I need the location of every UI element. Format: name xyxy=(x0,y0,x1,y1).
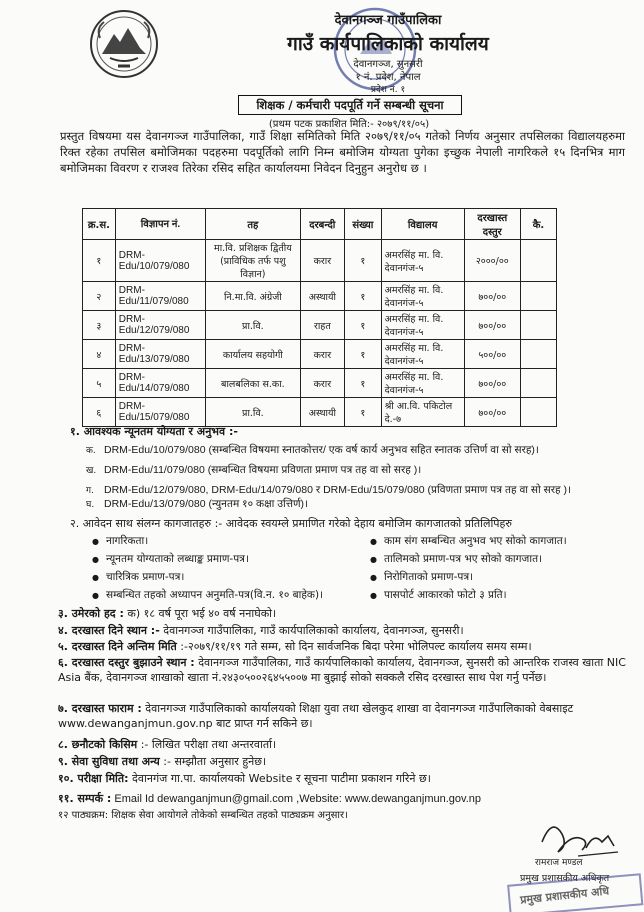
signatory-title: प्रमुख प्रशासकीय अधिकृत xyxy=(520,873,610,884)
document-item: ● चारित्रिक प्रमाण-पत्र। xyxy=(92,570,184,584)
cell-ad-no: DRM-Edu/11/079/080 xyxy=(115,282,205,311)
document-item: ● सम्बन्धित तहको अध्यापन अनुमति-पत्र(वि.न. १० बाहेक)। xyxy=(92,588,323,602)
cell-sn: २ xyxy=(83,282,116,311)
col-header-ad-no: विज्ञापन नं. xyxy=(115,209,205,240)
table-row xyxy=(83,282,557,311)
item-marker: घ. xyxy=(86,500,95,510)
document-item: ● निरोगिताको प्रमाण-पत्र। xyxy=(370,570,473,584)
vacancy-table xyxy=(82,208,557,427)
table-row xyxy=(83,398,557,427)
cell-level: करार xyxy=(300,369,344,398)
application-form-line xyxy=(58,701,628,731)
cell-ad-no: DRM-Edu/10/079/080 xyxy=(115,240,205,282)
line-label: ५. दरखास्त दिने अन्तिम मिति xyxy=(58,640,177,653)
line-text: :- लिखित परीक्षा तथा अन्तरवार्ता। xyxy=(137,738,277,751)
cell-sn: १ xyxy=(83,240,116,282)
application-place-line xyxy=(58,623,628,638)
section2-title: २. आवेदन साथ संलग्न कागजातहरु :- आवेदक स्वयम्ले प्रमाणित गरेको देहाय बमोजिम कागजातको प्रतिलिपिहरु xyxy=(70,517,512,530)
nepal-emblem-icon xyxy=(88,8,160,80)
item-text: DRM-Edu/10/079/080 (सम्बन्धित विषयमा स्नातकोत्तर/ एक वर्ष कार्य अनुभव सहित स्नातक उत्तिर्ण वा सो सरह)। xyxy=(104,444,539,456)
qualification-item xyxy=(86,463,421,477)
cell-count: १ xyxy=(345,398,382,427)
deadline-line xyxy=(58,639,628,654)
cell-sn: ५ xyxy=(83,369,116,398)
document-item: ● काम संग सम्बन्धित अनुभव भए सोको कागजात। xyxy=(370,534,567,548)
item-marker: ग. xyxy=(86,486,94,496)
cell-level: करार xyxy=(300,240,344,282)
cell-school: श्री आ.वि. पकिटोल दे.-७ xyxy=(381,398,464,427)
line-label: ७. दरखास्त फाराम : xyxy=(58,702,142,715)
cell-post: मा.वि. प्रशिक्षक द्वितीय (प्राविधिक तर्फ पशु विज्ञान) xyxy=(206,240,300,282)
syllabus-line: १२ पाठ्यक्रम: शिक्षक सेवा आयोगले तोकेको सम्बन्धित तहको पाठ्यक्रम अनुसार। xyxy=(58,810,348,821)
line-text: क) १८ वर्ष पूरा भई ४० वर्ष ननाघेको। xyxy=(123,607,277,620)
cell-post: कार्यालय सहयोगी xyxy=(206,340,300,369)
cell-count: १ xyxy=(345,282,382,311)
exam-date-line xyxy=(58,771,628,786)
cell-sn: ३ xyxy=(83,311,116,340)
line-label: ११. सम्पर्क : xyxy=(58,792,112,805)
org-province-line: १ नं. प्रदेश, नेपाल xyxy=(355,72,421,83)
qualification-item xyxy=(86,483,571,497)
col-header-count: संख्या xyxy=(345,209,382,240)
document-item: ● न्यूनतम योग्यताको लब्धाङ्क प्रमाण-पत्र। xyxy=(92,552,249,566)
qualification-item xyxy=(86,497,308,511)
cell-note xyxy=(520,398,556,427)
table-row xyxy=(83,369,557,398)
item-marker: ख. xyxy=(86,466,97,476)
line-label: ३. उमेरको हद : xyxy=(58,607,124,620)
cell-count: १ xyxy=(345,311,382,340)
org-name-line2: गाउँ कार्यपालिकाको कार्यालय xyxy=(287,33,489,55)
item-text: DRM-Edu/13/079/080 (न्युनतम १० कक्षा उत्तिर्ण)। xyxy=(104,498,309,510)
cell-fee: ५००/०० xyxy=(464,340,520,369)
contact-line xyxy=(58,791,628,807)
item-text: DRM-Edu/12/079/080, DRM-Edu/14/079/080 र DRM-Edu/15/079/080 (प्रविणता प्रमाण पत्र तह वा सो सरह )। xyxy=(104,484,572,496)
cell-count: १ xyxy=(345,369,382,398)
col-header-note: कै. xyxy=(520,209,556,240)
col-header-sn: क्र.स. xyxy=(83,209,116,240)
cell-fee: ७००/०० xyxy=(464,311,520,340)
cell-note xyxy=(520,311,556,340)
notice-subtitle: (प्रथम पटक प्रकाशित मिति:- २०७९/११/०५) xyxy=(268,119,430,130)
cell-school: अमरसिंह मा. वि. देवानगंज-५ xyxy=(381,311,464,340)
cell-school: अमरसिंह मा. वि. देवानगंज-५ xyxy=(381,282,464,311)
org-address-line: देवानगञ्ज, सुनसरी xyxy=(353,59,423,70)
cell-post: प्रा.वि. xyxy=(206,398,300,427)
cell-fee: ७००/०० xyxy=(464,398,520,427)
signatory-name: रामराज मण्डल xyxy=(535,858,583,868)
fee-payment-line xyxy=(58,655,628,685)
item-marker: क. xyxy=(86,446,96,456)
table-row xyxy=(83,340,557,369)
cell-level: राहत xyxy=(300,311,344,340)
cell-school: अमरसिंह मा. वि. देवानगंज-५ xyxy=(381,240,464,282)
cell-sn: ६ xyxy=(83,398,116,427)
table-row xyxy=(83,240,557,282)
col-header-post: तह xyxy=(206,209,300,240)
line-label: ४. दरखास्त दिने स्थान :- xyxy=(58,624,160,637)
cell-level: अस्थायी xyxy=(300,398,344,427)
line-label: ८. छनौटको किसिम xyxy=(58,738,138,751)
col-header-fee: दरखास्त दस्तुर xyxy=(464,209,520,240)
cell-post: नि.मा.वि. अंग्रेजी xyxy=(206,282,300,311)
org-province-number: प्रदेश नं. १ xyxy=(370,85,406,95)
notice-title: शिक्षक / कर्मचारी पदपूर्ति गर्ने सम्बन्धी सूचना xyxy=(238,95,462,115)
cell-fee: ७००/०० xyxy=(464,369,520,398)
cell-school: अमरसिंह मा. वि. देवानगंज-५ xyxy=(381,369,464,398)
col-header-level: दरबन्दी xyxy=(300,209,344,240)
cell-level: करार xyxy=(300,340,344,369)
col-header-school: विद्यालय xyxy=(381,209,464,240)
document-item: ● नागरिकता। xyxy=(92,534,148,548)
cell-count: १ xyxy=(345,240,382,282)
cell-ad-no: DRM-Edu/15/079/080 xyxy=(115,398,205,427)
table-row xyxy=(83,311,557,340)
line-text: देवानगञ्ज गाउँपालिका, गाउँ कार्यपालिकाको कार्यालय, देवानगञ्ज, सुनसरी। xyxy=(159,624,464,637)
cell-note xyxy=(520,369,556,398)
cell-count: १ xyxy=(345,340,382,369)
facilities-line xyxy=(58,754,628,769)
cell-fee: ७००/०० xyxy=(464,282,520,311)
line-text: Email Id dewanganjmun@gmail.com ,Website: www.dewanganjmun.gov.np xyxy=(111,793,481,805)
stamp-text: प्रमुख प्रशासकीय अधि xyxy=(519,884,610,907)
document-item: ● तालिमको प्रमाण-पत्र भए सोको कागजात। xyxy=(370,552,542,566)
cell-school: अमरसिंह मा. वि. देवानगंज-५ xyxy=(381,340,464,369)
cell-fee: २०००/०० xyxy=(464,240,520,282)
intro-paragraph: प्रस्तुत विषयमा यस देवानगञ्ज गाउँपालिका, गाउँ शिक्षा समितिको मिति २०७९/११/०५ गतेको निर्णय अनुसार तपसिलका विद्यालयहरुमा रिक्त रहेका तपसिल बमोजिमका पदहरुमा पदपूर्तिको लागि निम्न बमोजिम योग्यता पुगेका इच्छुक नेपाली नागरिकले १५ दिनभित्र माग बमोजिमका विवरण र राजश्व तिरेका रसिद सहित कार्यालयमा निवेदन दिनुहुन अनुरोध छ । xyxy=(60,129,625,175)
cell-ad-no: DRM-Edu/12/079/080 xyxy=(115,311,205,340)
cell-note xyxy=(520,282,556,311)
line-label: १०. परीक्षा मिति: xyxy=(58,772,129,785)
table-header-row xyxy=(83,209,557,240)
section1-title: १. आवश्यक न्यूनतम योग्यता र अनुभव :- xyxy=(70,425,238,438)
cell-post: प्रा.वि. xyxy=(206,311,300,340)
document-item: ● पासपोर्ट आकारको फोटो ३ प्रति। xyxy=(370,588,507,602)
line-label: ६. दरखास्त दस्तुर बुझाउने स्थान : xyxy=(58,656,195,669)
cell-ad-no: DRM-Edu/13/079/080 xyxy=(115,340,205,369)
org-name-line1: देवानगञ्ज गाउँपालिका xyxy=(334,13,442,28)
cell-post: बालबलिका स.का. xyxy=(206,369,300,398)
cell-note xyxy=(520,240,556,282)
line-text: देवानगञ्ज गाउँपालिकाको कार्यालयको शिक्षा युवा तथा खेलकुद शाखा वा देवानगञ्ज गाउँपालिकाको वेबसाइट www.dewanganjmun.gov.np बाट प्राप्त गर्न सकिने छ। xyxy=(58,702,574,730)
item-text: DRM-Edu/11/079/080 (सम्बन्धित विषयमा प्रविणता प्रमाण पत्र तह वा सो सरह )। xyxy=(104,464,422,476)
line-text: :-२०७९/११/१९ गते सम्म, सो दिन सार्वजनिक बिदा परेमा भोलिपल्ट कार्यालय समय सम्म। xyxy=(176,640,532,653)
cell-ad-no: DRM-Edu/14/079/080 xyxy=(115,369,205,398)
selection-method-line xyxy=(58,737,628,752)
line-text: देवानगञ्ज गाउँपालिका, गाउँ कार्यपालिकाको कार्यालय, देवानगञ्ज, सुनसरी को आन्तरिक राजस्व खाता NIC Asia बैंक, देवानगञ्ज शाखाको खाता नं.२४३०५००२६४५५००७ मा बुझाई सोको सक्कलै रसिद दरखास्त साथ पेश गर्नु पर्नेछ। xyxy=(58,656,626,684)
age-limit-line xyxy=(58,606,628,621)
cell-level: अस्थायी xyxy=(300,282,344,311)
line-text: :- सम्झौता अनुसार हुनेछ। xyxy=(159,755,267,768)
cell-sn: ४ xyxy=(83,340,116,369)
line-text: देवानगंज गा.पा. कार्यालयको Website र सूचना पाटीमा प्रकाशन गरिने छ। xyxy=(128,772,431,785)
cell-note xyxy=(520,340,556,369)
line-label: ९. सेवा सुविधा तथा अन्य xyxy=(58,755,160,768)
qualification-item xyxy=(86,443,539,457)
